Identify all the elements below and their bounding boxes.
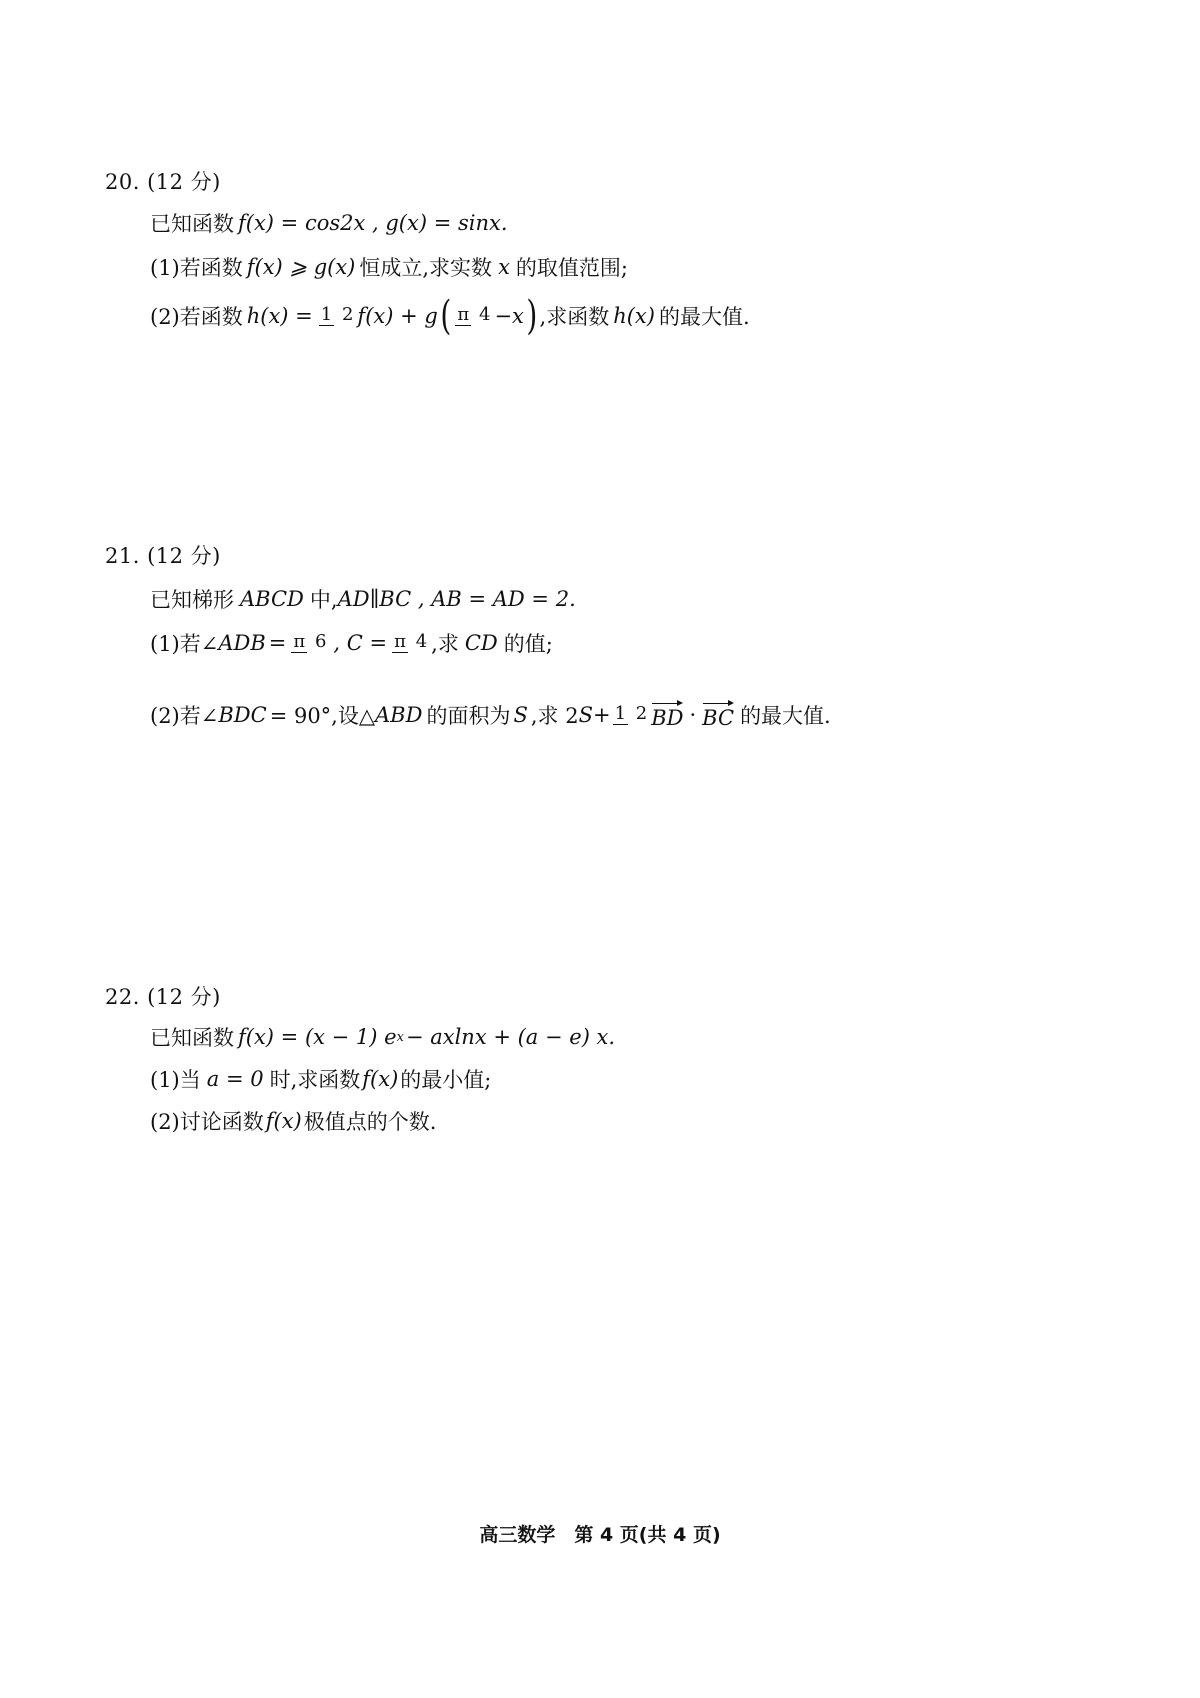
q20-p2-pi-fraction bbox=[455, 306, 492, 326]
q20-p2-formula: h(x) = bbox=[246, 304, 313, 328]
question-22-heading: 22. (12 分) bbox=[105, 985, 221, 1009]
q21-p2-text: = 90°,设△ bbox=[269, 704, 376, 728]
q21-p2-fraction bbox=[613, 705, 650, 725]
q22-p1-text: 时,求函数 bbox=[269, 1068, 361, 1092]
fraction-numerator: 1 bbox=[320, 304, 333, 326]
q20-intro bbox=[150, 208, 508, 238]
q20-p2-minus-x: −x bbox=[494, 304, 524, 328]
q20-p2-fraction bbox=[319, 306, 356, 326]
q20-p1-label: (1)若函数 bbox=[150, 256, 243, 280]
q20-p2-label: (2)若函数 bbox=[150, 305, 243, 329]
q21-part-1 bbox=[150, 628, 553, 658]
q21-p1-angle: ADB bbox=[218, 631, 266, 655]
question-21-heading: 21. (12 分) bbox=[105, 544, 221, 568]
q20-part-2 bbox=[150, 293, 750, 339]
q21-intro-text: 已知梯形 bbox=[150, 588, 234, 612]
q21-intro bbox=[150, 584, 576, 614]
q21-p1-eq: = bbox=[268, 631, 287, 655]
q20-part-1 bbox=[150, 252, 628, 282]
q21-p1-label: (1)若∠ bbox=[150, 632, 219, 656]
q22-p1-cond: a = 0 bbox=[206, 1067, 264, 1091]
q21-p2-plus: + bbox=[592, 703, 611, 727]
q21-p1-fraction-1 bbox=[291, 633, 328, 653]
q22-intro bbox=[150, 1022, 615, 1052]
q21-p2-label: (2)若∠ bbox=[150, 704, 219, 728]
q21-p1-fraction-2 bbox=[392, 633, 429, 653]
q20-p1-text: 恒成立,求实数 bbox=[359, 256, 493, 280]
q22-p1-tail: 的最小值; bbox=[400, 1068, 492, 1092]
q21-p2-s2: S bbox=[578, 703, 593, 727]
q22-p1-label: (1)当 bbox=[150, 1068, 201, 1092]
q22-p2-label: (2)讨论函数 bbox=[150, 1110, 264, 1134]
q20-p1-var: x bbox=[498, 255, 510, 279]
q21-p2-text-3: ,求 2 bbox=[530, 704, 579, 728]
q21-p1-c: , C = bbox=[333, 631, 388, 655]
q21-p2-triangle: ABD bbox=[375, 703, 423, 727]
fraction-numerator: π bbox=[457, 304, 470, 326]
fraction-denominator: 2 bbox=[341, 304, 354, 326]
page-footer: 高三数学 第 4 页(共 4 页) bbox=[479, 1524, 721, 1546]
q21-intro-shape: ABCD bbox=[240, 587, 304, 611]
q21-p2-tail: 的最大值. bbox=[740, 704, 831, 728]
vector-bc: BC bbox=[702, 700, 734, 730]
q20-intro-text: 已知函数 bbox=[150, 212, 234, 236]
vector-bd: BD bbox=[651, 700, 683, 730]
q22-p1-f: f(x) bbox=[362, 1067, 399, 1091]
fraction-denominator: 2 bbox=[635, 703, 648, 725]
q20-p1-formula: f(x) ⩾ g(x) bbox=[246, 255, 356, 279]
q22-intro-text: 已知函数 bbox=[150, 1026, 234, 1050]
q20-p2-h: h(x) bbox=[613, 304, 655, 328]
fraction-numerator: π bbox=[394, 631, 406, 653]
fraction-numerator: π bbox=[293, 631, 306, 653]
q22-intro-formula-2: − axlnx + (a − e) x. bbox=[405, 1025, 616, 1049]
q22-part-1 bbox=[150, 1064, 491, 1094]
q22-part-2 bbox=[150, 1106, 436, 1136]
q20-intro-formula: f(x) = cos2x , g(x) = sinx. bbox=[238, 211, 508, 235]
q21-part-2 bbox=[150, 700, 831, 730]
left-paren-icon: ( bbox=[440, 293, 452, 339]
q21-p1-tail: 的值; bbox=[503, 632, 553, 656]
fraction-denominator: 4 bbox=[415, 631, 428, 653]
q20-p1-tail: 的取值范围; bbox=[515, 256, 628, 280]
fraction-denominator: 4 bbox=[479, 304, 491, 326]
dot-product: · bbox=[689, 703, 697, 727]
q21-p2-s: S bbox=[513, 703, 528, 727]
q22-intro-formula: f(x) = (x − 1) e bbox=[238, 1025, 397, 1049]
q21-p1-cd: CD bbox=[464, 631, 498, 655]
right-paren-icon: ) bbox=[526, 293, 538, 339]
q21-intro-text-2: 中, bbox=[309, 588, 338, 612]
q20-p2-tail: 的最大值. bbox=[658, 305, 750, 329]
q22-exponent: x bbox=[396, 1029, 404, 1045]
question-20-heading: 20. (12 分) bbox=[105, 170, 221, 194]
fraction-denominator: 6 bbox=[314, 631, 327, 653]
q21-p1-text: ,求 bbox=[431, 632, 459, 656]
q20-p2-formula-2: f(x) + g bbox=[357, 304, 438, 328]
q21-p2-angle: BDC bbox=[218, 703, 267, 727]
q22-p2-tail: 极值点的个数. bbox=[303, 1110, 437, 1134]
q20-p2-text: ,求函数 bbox=[539, 305, 610, 329]
q21-p2-text-2: 的面积为 bbox=[426, 704, 511, 728]
q22-p2-f: f(x) bbox=[265, 1109, 302, 1133]
fraction-numerator: 1 bbox=[614, 703, 627, 725]
q21-intro-formula: AD∥BC , AB = AD = 2. bbox=[337, 587, 576, 611]
